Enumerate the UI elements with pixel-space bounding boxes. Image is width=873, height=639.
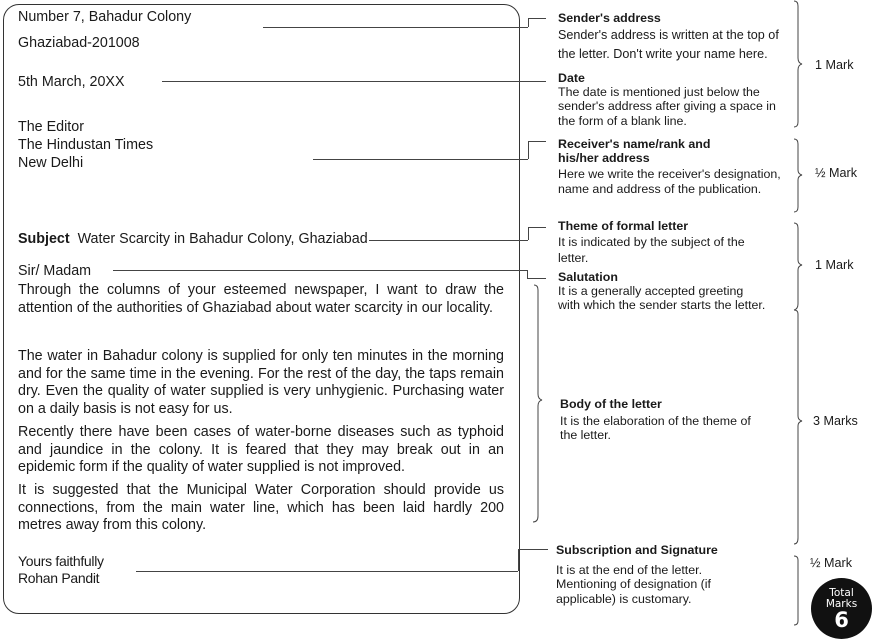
signature: Rohan Pandit [18, 570, 100, 586]
receiver-line-3: New Delhi [18, 155, 84, 171]
note-receiver: Receiver's name/rank and his/her address Here we write the receiver's designation, name and address of the publication. [558, 137, 781, 196]
total-marks-badge: Total Marks 6 [811, 578, 872, 639]
note-theme: Theme of formal letter It is indicated by the subject of the letter. [558, 219, 745, 266]
brace-icon [793, 308, 805, 546]
connector-subject [369, 240, 528, 241]
subject-label: Subject [18, 231, 70, 247]
body-paragraph-3: Recently there have been cases of water-borne diseases such as typhoid and jaundice in the colony. It is feared that they may break out in an epidemic form if the quality of water supplied is not improved. [18, 424, 504, 475]
connector-salutation-end [527, 278, 546, 279]
connector-subscription-step [518, 549, 519, 571]
subject-line [18, 231, 368, 249]
connector-subscription-end [518, 549, 548, 550]
connector-sender-step [528, 18, 529, 27]
note-body: Body of the letter It is the elaboration of the theme of the letter. [560, 397, 751, 443]
brace-icon [793, 555, 803, 627]
body-paragraph-4: It is suggested that the Municipal Water Corporation should provide us connections, from the main water line, which has been laid hardly 200 metres away from this colony. [18, 482, 504, 533]
connector-sender-end [528, 18, 546, 19]
connector-salutation-step [527, 270, 528, 278]
sender-address-line-2: Ghaziabad-201008 [18, 35, 140, 51]
mark-label: ½ Mark [810, 556, 852, 570]
salutation: Sir/ Madam [18, 263, 92, 279]
connector-sender [263, 27, 528, 28]
note-subscription: Subscription and Signature It is at the end of the letter. Mentioning of designation (if applicable) is customary. [556, 543, 718, 606]
body-paragraph-1: Through the columns of your esteemed newspaper, I want to draw the attention of the authorities of Ghaziabad about water scarcity in our locality. [18, 282, 504, 316]
note-date: Date The date is mentioned just below the sender's address after giving a space in the form of a blank line. [558, 71, 776, 128]
connector-subscription [136, 571, 518, 572]
receiver-line-2: The Hindustan Times [18, 137, 154, 153]
connector-date [162, 81, 546, 82]
connector-subject-end [528, 227, 546, 228]
receiver-line-1: The Editor [18, 119, 84, 135]
letter-date: 5th March, 20XX [18, 74, 125, 90]
brace-icon [793, 0, 805, 130]
connector-receiver [313, 159, 528, 160]
mark-label: ½ Mark [815, 166, 857, 180]
body-paragraph-2: The water in Bahadur colony is supplied for only ten minutes in the morning and for the same time in the evening. For the rest of the day, the taps remain dry. Even the quality of water supplied is very unhygienic. Purchasing water on a daily basis is not easy for us. [18, 348, 504, 417]
note-salutation: Salutation It is a generally accepted greeting with which the sender starts the letter. [558, 270, 766, 313]
note-sender-address: Sender's address Sender's address is written at the top of the letter. Don't write your name here. [558, 11, 779, 62]
closing: Yours faithfully [18, 553, 104, 569]
mark-label: 3 Marks [813, 414, 858, 428]
brace-icon [793, 222, 805, 312]
sender-address-line-1: Number 7, Bahadur Colony [18, 9, 192, 25]
mark-label: 1 Mark [815, 58, 854, 72]
body-bracket-icon [532, 284, 544, 524]
brace-icon [793, 138, 805, 214]
connector-subject-step [528, 227, 529, 240]
connector-receiver-end [528, 141, 546, 142]
subject-text: Water Scarcity in Bahadur Colony, Ghaziabad [77, 231, 368, 247]
connector-salutation [113, 270, 527, 271]
mark-label: 1 Mark [815, 258, 854, 272]
connector-receiver-step [528, 141, 529, 159]
